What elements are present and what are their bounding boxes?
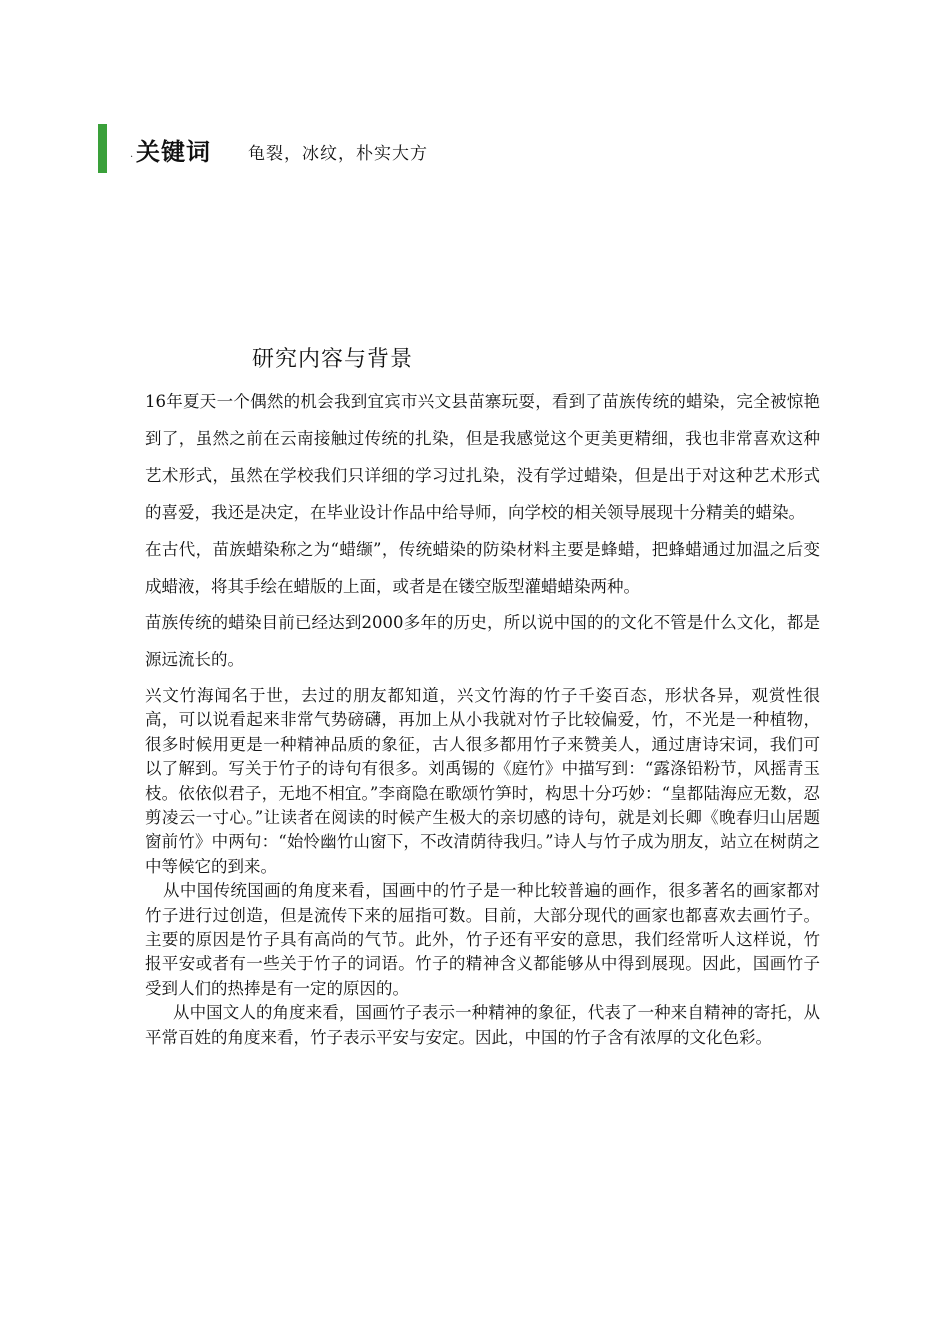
paragraph-bamboo-culture: 从中国文人的角度来看，国画竹子表示一种精神的象征，代表了一种来自精神的寄托，从平常百姓的角度来看，竹子表示平安与安定。因此，中国的竹子含有浓厚的文化色彩。 — [145, 1003, 820, 1047]
paragraph-bamboo-painting: 从中国传统国画的角度来看，国画中的竹子是一种比较普遍的画作，很多著名的画家都对竹子进行过创造，但是流传下来的屈指可数。目前，大部分现代的画家也都喜欢去画竹子。主要的原因是竹子具有高尚的气节。此外，竹子还有平安的意思，我们经常听人这样说，竹报平安或者有一些关于竹子的词语。竹子的精神含义都能够从中得到展现。因此，国画竹子受到人们的热捧是有一定的原因的。 — [145, 881, 820, 998]
paragraph-bamboo-poetry: 兴文竹海闻名于世，去过的朋友都知道，兴文竹海的竹子千姿百态，形状各异，观赏性很高，可以说看起来非常气势磅礴，再加上从小我就对竹子比较偏爱，竹，不光是一种植物，很多时候用更是一种精神品质的象征，古人很多都用竹子来赞美人，通过唐诗宋词，我们可以了解到。写关于竹子的诗句有很多。刘禹锡的《庭竹》中描写到：“露涤铅粉节，风摇青玉枝。依依似君子，无地不相宜。”李商隐在歌颂竹笋时，构思十分巧妙：“皇都陆海应无数，忍剪凌云一寸心。”让读者在阅读的时候产生极大的亲切感的诗句，就是刘长卿《晚春归山居题窗前竹》中两句：“始怜幽竹山窗下，不改清荫待我归。”诗人与竹子成为朋友，站立在树荫之中等候它的到来。 — [145, 686, 820, 876]
section-accent-bar — [98, 124, 107, 173]
keyword-bullet-dot: . — [130, 149, 134, 160]
paragraph-batik-history: 在古代，苗族蜡染称之为“蜡缬”，传统蜡染的防染材料主要是蜂蜡，把蜂蜡通过加温之后变成蜡液，将其手绘在蜡版的上面，或者是在镂空版型灌蜡蜡染两种。 — [145, 540, 820, 596]
section-title: 研究内容与背景 — [252, 347, 414, 372]
paragraph-intro: 16年夏天一个偶然的机会我到宜宾市兴文县苗寨玩耍，看到了苗族传统的蜡染，完全被惊艳到了，虽然之前在云南接触过传统的扎染，但是我感觉这个更美更精细，我也非常喜欢这种艺术形式，虽然在学校我们只详细的学习过扎染，没有学过蜡染，但是出于对这种艺术形式的喜爱，我还是决定，在毕业设计作品中给导师，向学校的相关领导展现十分精美的蜡染。 — [145, 392, 820, 522]
document-body — [145, 383, 820, 1050]
keywords-values: 龟裂，冰纹，朴实大方 — [248, 144, 428, 164]
keywords-heading: 关键词 — [136, 138, 211, 166]
paragraph-batik-age: 苗族传统的蜡染目前已经达到2000多年的历史，所以说中国的的文化不管是什么文化，都是源远流长的。 — [145, 613, 820, 669]
